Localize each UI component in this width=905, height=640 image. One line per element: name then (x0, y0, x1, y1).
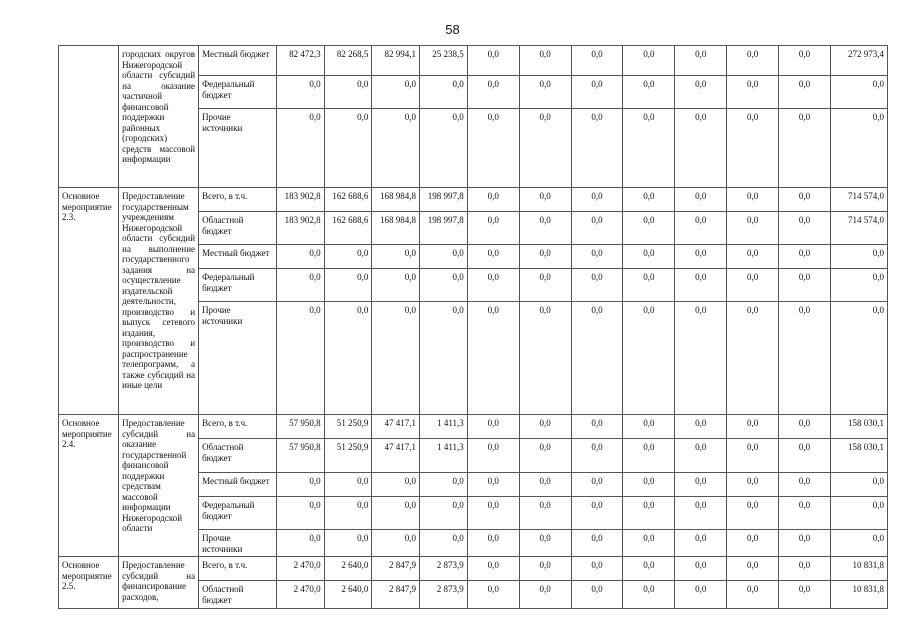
description-cell: городских округов Нижегородской области субсидий на оказание частичной финансовой поддержки районных (городских) средств массовой информации (119, 46, 199, 188)
value-cell: 0,0 (571, 109, 623, 188)
value-cell: 0,0 (324, 269, 372, 302)
value-cell: 0,0 (779, 473, 831, 497)
event-cell: Основное мероприятие 2.4. (59, 415, 119, 557)
description-cell: Предоставление государственным учреждениям Нижегородской области субсидий на выполнение государственного задания на осуществление издательской деятельности, производство и выпуск сетевого издания, производство и распространение телепрограмм, а также субсидий на иные цели (119, 188, 199, 415)
value-cell: 0,0 (519, 212, 571, 245)
value-cell: 0,0 (324, 76, 372, 109)
value-cell: 162 688,6 (324, 212, 372, 245)
page-number: 58 (445, 22, 460, 37)
value-cell: 0,0 (519, 557, 571, 581)
source-cell: Федеральный бюджет (199, 76, 277, 109)
source-cell: Федеральный бюджет (199, 497, 277, 530)
value-cell: 0,0 (420, 530, 468, 557)
total-cell: 158 030,1 (830, 439, 887, 473)
value-cell: 0,0 (623, 76, 675, 109)
value-cell: 0,0 (467, 530, 519, 557)
value-cell: 0,0 (571, 415, 623, 439)
value-cell: 198 997,8 (420, 212, 468, 245)
value-cell: 0,0 (623, 473, 675, 497)
value-cell: 0,0 (519, 439, 571, 473)
value-cell: 47 417,1 (372, 439, 420, 473)
source-cell: Прочие источники (199, 530, 277, 557)
value-cell: 0,0 (372, 302, 420, 415)
value-cell: 0,0 (276, 109, 324, 188)
value-cell: 0,0 (467, 302, 519, 415)
value-cell: 0,0 (467, 473, 519, 497)
source-cell: Областной бюджет (199, 581, 277, 609)
total-cell: 158 030,1 (830, 415, 887, 439)
value-cell: 2 873,9 (420, 557, 468, 581)
value-cell: 0,0 (420, 76, 468, 109)
description-cell: Предоставление субсидий на финансирование расходов, (119, 557, 199, 609)
value-cell: 0,0 (623, 269, 675, 302)
value-cell: 0,0 (420, 473, 468, 497)
value-cell: 0,0 (324, 109, 372, 188)
value-cell: 0,0 (420, 497, 468, 530)
value-cell: 82 268,5 (324, 46, 372, 76)
value-cell: 0,0 (779, 109, 831, 188)
value-cell: 0,0 (467, 46, 519, 76)
value-cell: 2 847,9 (372, 557, 420, 581)
value-cell: 0,0 (467, 212, 519, 245)
value-cell: 0,0 (675, 188, 727, 212)
value-cell: 0,0 (727, 269, 779, 302)
value-cell: 0,0 (727, 76, 779, 109)
value-cell: 0,0 (324, 473, 372, 497)
source-cell: Местный бюджет (199, 245, 277, 269)
value-cell: 0,0 (467, 109, 519, 188)
value-cell: 0,0 (779, 245, 831, 269)
value-cell: 0,0 (519, 581, 571, 609)
value-cell: 0,0 (324, 530, 372, 557)
value-cell: 2 847,9 (372, 581, 420, 609)
source-cell: Областной бюджет (199, 439, 277, 473)
total-cell: 0,0 (830, 473, 887, 497)
table-row (59, 415, 888, 439)
total-cell: 0,0 (830, 497, 887, 530)
value-cell: 0,0 (727, 245, 779, 269)
value-cell: 0,0 (623, 497, 675, 530)
value-cell: 0,0 (519, 415, 571, 439)
value-cell: 0,0 (727, 46, 779, 76)
value-cell: 0,0 (571, 245, 623, 269)
value-cell: 0,0 (675, 473, 727, 497)
value-cell: 0,0 (675, 212, 727, 245)
source-cell: Областной бюджет (199, 212, 277, 245)
value-cell: 198 997,8 (420, 188, 468, 212)
value-cell: 51 250,9 (324, 415, 372, 439)
description-cell: Предоставление субсидий на оказание государственной финансовой поддержки средствам массовой информации Нижегородской области (119, 415, 199, 557)
value-cell: 0,0 (372, 269, 420, 302)
value-cell: 0,0 (727, 188, 779, 212)
value-cell: 0,0 (675, 245, 727, 269)
value-cell: 0,0 (467, 76, 519, 109)
value-cell: 0,0 (519, 473, 571, 497)
value-cell: 0,0 (675, 269, 727, 302)
value-cell: 162 688,6 (324, 188, 372, 212)
value-cell: 0,0 (779, 46, 831, 76)
value-cell: 0,0 (623, 557, 675, 581)
value-cell: 0,0 (372, 245, 420, 269)
value-cell: 0,0 (779, 76, 831, 109)
value-cell: 0,0 (727, 497, 779, 530)
value-cell: 0,0 (467, 245, 519, 269)
event-cell: Основное мероприятие 2.3. (59, 188, 119, 415)
value-cell: 0,0 (623, 212, 675, 245)
value-cell: 2 470,0 (276, 581, 324, 609)
value-cell: 0,0 (779, 269, 831, 302)
value-cell: 0,0 (571, 212, 623, 245)
total-cell: 0,0 (830, 76, 887, 109)
value-cell: 0,0 (675, 302, 727, 415)
value-cell: 0,0 (779, 497, 831, 530)
value-cell: 0,0 (571, 76, 623, 109)
value-cell: 0,0 (675, 76, 727, 109)
table-row (59, 188, 888, 212)
value-cell: 0,0 (675, 46, 727, 76)
value-cell: 0,0 (779, 530, 831, 557)
value-cell: 0,0 (675, 557, 727, 581)
value-cell: 0,0 (276, 269, 324, 302)
table-row (59, 46, 888, 76)
value-cell: 0,0 (571, 46, 623, 76)
value-cell: 0,0 (727, 109, 779, 188)
value-cell: 0,0 (571, 473, 623, 497)
source-cell: Всего, в т.ч. (199, 415, 277, 439)
total-cell: 0,0 (830, 245, 887, 269)
value-cell: 0,0 (675, 439, 727, 473)
value-cell: 0,0 (420, 109, 468, 188)
value-cell: 0,0 (372, 76, 420, 109)
value-cell: 82 994,1 (372, 46, 420, 76)
value-cell: 57 950,8 (276, 439, 324, 473)
value-cell: 82 472,3 (276, 46, 324, 76)
value-cell: 0,0 (675, 497, 727, 530)
value-cell: 0,0 (727, 302, 779, 415)
source-cell: Всего, в т.ч. (199, 557, 277, 581)
value-cell: 0,0 (372, 497, 420, 530)
total-cell: 0,0 (830, 302, 887, 415)
value-cell: 0,0 (519, 269, 571, 302)
value-cell: 0,0 (623, 581, 675, 609)
value-cell: 0,0 (372, 109, 420, 188)
total-cell: 714 574,0 (830, 212, 887, 245)
value-cell: 0,0 (727, 581, 779, 609)
value-cell: 0,0 (623, 415, 675, 439)
value-cell: 0,0 (571, 269, 623, 302)
value-cell: 0,0 (276, 76, 324, 109)
value-cell: 0,0 (324, 302, 372, 415)
value-cell: 0,0 (467, 581, 519, 609)
value-cell: 0,0 (324, 497, 372, 530)
value-cell: 0,0 (467, 415, 519, 439)
value-cell: 0,0 (324, 245, 372, 269)
value-cell: 0,0 (467, 188, 519, 212)
value-cell: 0,0 (727, 473, 779, 497)
value-cell: 57 950,8 (276, 415, 324, 439)
value-cell: 0,0 (675, 581, 727, 609)
value-cell: 25 238,5 (420, 46, 468, 76)
source-cell: Федеральный бюджет (199, 269, 277, 302)
total-cell: 10 831,8 (830, 581, 887, 609)
value-cell: 0,0 (779, 302, 831, 415)
value-cell: 0,0 (467, 497, 519, 530)
value-cell: 0,0 (727, 557, 779, 581)
total-cell: 0,0 (830, 530, 887, 557)
value-cell: 0,0 (276, 302, 324, 415)
value-cell: 0,0 (276, 530, 324, 557)
value-cell: 0,0 (420, 245, 468, 269)
value-cell: 0,0 (779, 188, 831, 212)
total-cell: 272 973,4 (830, 46, 887, 76)
total-cell: 10 831,8 (830, 557, 887, 581)
value-cell: 2 873,9 (420, 581, 468, 609)
total-cell: 0,0 (830, 109, 887, 188)
value-cell: 0,0 (519, 109, 571, 188)
value-cell: 0,0 (467, 557, 519, 581)
value-cell: 2 640,0 (324, 557, 372, 581)
value-cell: 0,0 (623, 188, 675, 212)
value-cell: 0,0 (571, 497, 623, 530)
value-cell: 0,0 (420, 302, 468, 415)
value-cell: 0,0 (519, 245, 571, 269)
value-cell: 0,0 (571, 439, 623, 473)
value-cell: 0,0 (571, 530, 623, 557)
value-cell: 0,0 (623, 245, 675, 269)
value-cell: 1 411,3 (420, 415, 468, 439)
value-cell: 0,0 (571, 302, 623, 415)
value-cell: 0,0 (623, 302, 675, 415)
value-cell: 0,0 (467, 269, 519, 302)
value-cell: 0,0 (519, 46, 571, 76)
value-cell: 0,0 (519, 76, 571, 109)
value-cell: 0,0 (372, 473, 420, 497)
total-cell: 714 574,0 (830, 188, 887, 212)
value-cell: 0,0 (623, 439, 675, 473)
value-cell: 0,0 (571, 581, 623, 609)
value-cell: 183 902,8 (276, 212, 324, 245)
value-cell: 0,0 (727, 212, 779, 245)
event-cell (59, 46, 119, 188)
source-cell: Местный бюджет (199, 473, 277, 497)
value-cell: 0,0 (675, 109, 727, 188)
value-cell: 2 640,0 (324, 581, 372, 609)
value-cell: 0,0 (623, 109, 675, 188)
value-cell: 0,0 (779, 212, 831, 245)
value-cell: 0,0 (675, 530, 727, 557)
value-cell: 0,0 (467, 439, 519, 473)
source-cell: Прочие источники (199, 109, 277, 188)
value-cell: 1 411,3 (420, 439, 468, 473)
source-cell: Местный бюджет (199, 46, 277, 76)
value-cell: 0,0 (276, 245, 324, 269)
total-cell: 0,0 (830, 269, 887, 302)
value-cell: 0,0 (276, 473, 324, 497)
value-cell: 2 470,0 (276, 557, 324, 581)
table-row (59, 557, 888, 581)
table-body (59, 46, 888, 609)
value-cell: 0,0 (571, 557, 623, 581)
value-cell: 0,0 (519, 188, 571, 212)
value-cell: 51 250,9 (324, 439, 372, 473)
value-cell: 183 902,8 (276, 188, 324, 212)
value-cell: 0,0 (519, 497, 571, 530)
value-cell: 0,0 (779, 439, 831, 473)
value-cell: 0,0 (571, 188, 623, 212)
value-cell: 0,0 (519, 530, 571, 557)
value-cell: 0,0 (623, 530, 675, 557)
value-cell: 0,0 (727, 439, 779, 473)
value-cell: 0,0 (727, 530, 779, 557)
value-cell: 0,0 (372, 530, 420, 557)
budget-table (58, 45, 888, 609)
value-cell: 0,0 (779, 557, 831, 581)
value-cell: 0,0 (519, 302, 571, 415)
source-cell: Всего, в т.ч. (199, 188, 277, 212)
value-cell: 168 984,8 (372, 188, 420, 212)
value-cell: 0,0 (623, 46, 675, 76)
value-cell: 0,0 (727, 415, 779, 439)
value-cell: 0,0 (276, 497, 324, 530)
value-cell: 0,0 (779, 581, 831, 609)
value-cell: 168 984,8 (372, 212, 420, 245)
value-cell: 0,0 (779, 415, 831, 439)
value-cell: 0,0 (675, 415, 727, 439)
value-cell: 47 417,1 (372, 415, 420, 439)
event-cell: Основное мероприятие 2.5. (59, 557, 119, 609)
value-cell: 0,0 (420, 269, 468, 302)
source-cell: Прочие источники (199, 302, 277, 415)
